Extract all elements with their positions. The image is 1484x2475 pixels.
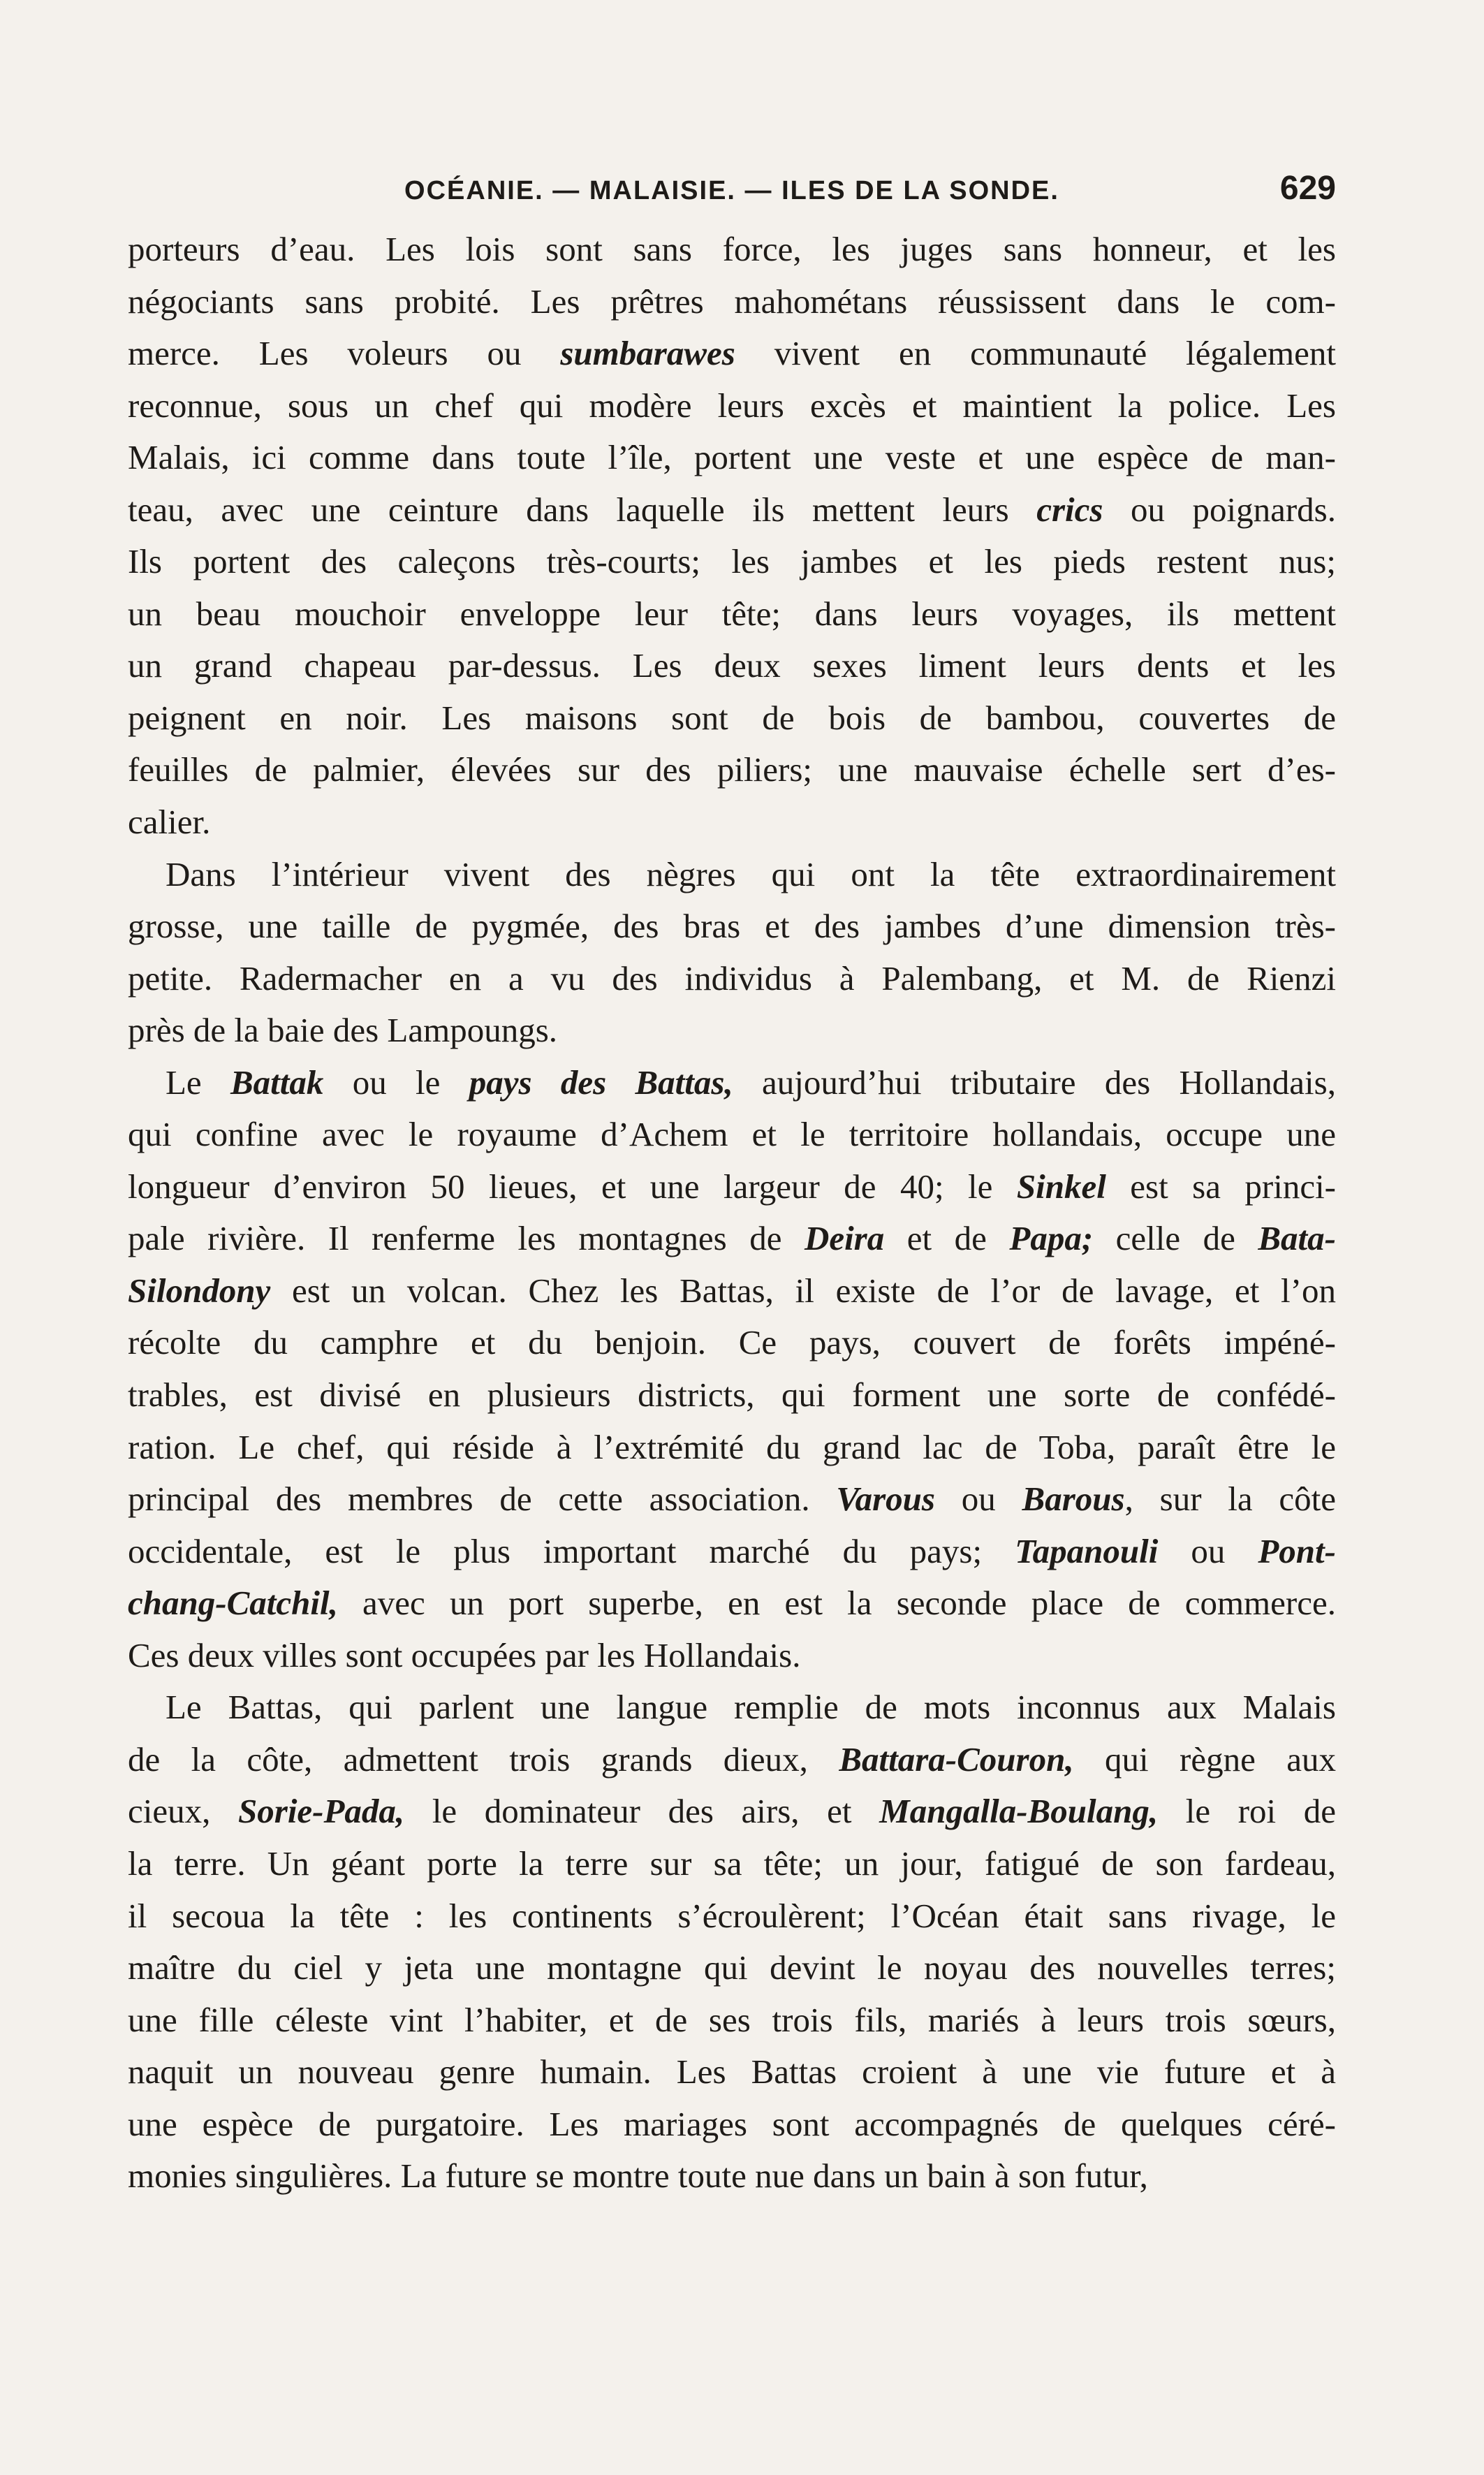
- text-run: feuilles de palmier, élevées sur des piliers; une mauvaise échelle sert d’es-: [128, 750, 1336, 789]
- italic-term: crics: [1036, 490, 1103, 529]
- text-line: [128, 1005, 1336, 1057]
- italic-term: Pont-: [1258, 1531, 1336, 1570]
- text-line: [128, 2150, 1336, 2203]
- text-run: un grand chapeau par-dessus. Les deux sexes liment leurs dents et les: [128, 646, 1336, 685]
- text-run: est un volcan. Chez les Battas, il existe de l’or de lavage, et l’on: [270, 1271, 1336, 1310]
- text-run: Malais, ici comme dans toute l’île, portent une veste et une espèce de man-: [128, 438, 1336, 477]
- text-run: teau, avec une ceinture dans laquelle ils mettent leurs: [128, 490, 1037, 529]
- text-line: [128, 2098, 1336, 2151]
- body-text: [128, 224, 1336, 2203]
- text-line: [128, 953, 1336, 1005]
- text-run: ou le: [323, 1063, 469, 1102]
- running-title: OCÉANIE. — MALAISIE. — ILES DE LA SONDE.: [404, 176, 1059, 205]
- italic-term: Silondony: [128, 1271, 271, 1310]
- text-line: [128, 1526, 1336, 1578]
- text-run: qui confine avec le royaume d’Achem et le territoire hollandais, occupe une: [128, 1115, 1336, 1154]
- text-line: [128, 744, 1336, 796]
- italic-term: Deira: [804, 1219, 885, 1258]
- text-line: [128, 1213, 1336, 1265]
- text-run: petite. Radermacher en a vu des individus à Palembang, et M. de Rienzi: [128, 958, 1336, 998]
- text-line: [128, 1473, 1336, 1526]
- text-run: principal des membres de cette association.: [128, 1480, 837, 1519]
- italic-term: Sinkel: [1016, 1167, 1106, 1206]
- text-line: [128, 276, 1336, 328]
- italic-term: Sorie-Pada,: [238, 1792, 405, 1831]
- page-header: [128, 166, 1336, 215]
- text-run: Le Battas, qui parlent une langue remplie de mots inconnus aux Malais: [166, 1688, 1336, 1727]
- text-line: [128, 849, 1336, 901]
- text-run: celle de: [1093, 1219, 1258, 1258]
- italic-term: Bata-: [1258, 1219, 1336, 1258]
- italic-term: Papa;: [1009, 1219, 1094, 1258]
- text-line: [128, 640, 1336, 692]
- text-line: [128, 2046, 1336, 2098]
- text-line: [128, 796, 1336, 849]
- text-run: négociants sans probité. Les prêtres mahométans réussissent dans le com-: [128, 282, 1336, 321]
- text-run: aujourd’hui tributaire des Hollandais,: [733, 1063, 1336, 1102]
- text-run: un beau mouchoir enveloppe leur tête; dans leurs voyages, ils mettent: [128, 594, 1336, 633]
- text-line: [128, 536, 1336, 588]
- text-line: [128, 900, 1336, 953]
- text-line: [128, 1942, 1336, 1994]
- text-run: la terre. Un géant porte la terre sur sa tête; un jour, fatigué de son fardeau,: [128, 1844, 1336, 1883]
- text-run: cieux,: [128, 1792, 238, 1831]
- italic-term: Battak: [230, 1063, 324, 1102]
- text-line: [128, 1630, 1336, 1682]
- text-run: occidentale, est le plus important marché du pays;: [128, 1531, 1015, 1570]
- italic-term: chang-Catchil,: [128, 1584, 338, 1623]
- text-run: une espèce de purgatoire. Les mariages sont accompagnés de quelques céré-: [128, 2104, 1336, 2143]
- text-run: naquit un nouveau genre humain. Les Battas croient à une vie future et à: [128, 2052, 1336, 2091]
- italic-term: pays des Battas,: [469, 1063, 733, 1102]
- paragraph: [128, 849, 1336, 1057]
- text-line: [128, 432, 1336, 484]
- text-run: monies singulières. La future se montre toute nue dans un bain à son futur,: [128, 2156, 1148, 2196]
- text-line: [128, 1994, 1336, 2047]
- text-run: Le: [166, 1063, 230, 1102]
- text-run: trables, est divisé en plusieurs districts, qui forment une sorte de confédé-: [128, 1375, 1336, 1415]
- italic-term: sumbarawes: [560, 334, 735, 373]
- text-run: avec un port superbe, en est la seconde place de commerce.: [337, 1584, 1336, 1623]
- text-line: [128, 1109, 1336, 1161]
- text-line: [128, 1786, 1336, 1838]
- text-run: près de la baie des Lampoungs.: [128, 1011, 558, 1050]
- text-line: [128, 1265, 1336, 1317]
- text-run: ration. Le chef, qui réside à l’extrémité du grand lac de Toba, paraît être le: [128, 1427, 1336, 1466]
- text-run: porteurs d’eau. Les lois sont sans force, les juges sans honneur, et les: [128, 230, 1336, 268]
- text-run: pale rivière. Il renferme les montagnes de: [128, 1219, 805, 1258]
- italic-term: Battara-Couron,: [839, 1739, 1074, 1779]
- text-run: Ces deux villes sont occupées par les Hollandais.: [128, 1635, 801, 1674]
- text-line: [128, 1838, 1336, 1890]
- text-line: [128, 224, 1336, 276]
- text-run: ou: [1158, 1531, 1258, 1570]
- italic-term: Varous: [836, 1480, 935, 1519]
- text-run: Dans l’intérieur vivent des nègres qui ont la tête extraordinairement: [166, 854, 1336, 893]
- text-run: , sur la côte: [1124, 1480, 1337, 1519]
- paragraph: [128, 224, 1336, 849]
- page-number: 629: [1279, 170, 1336, 207]
- text-run: ou poignards.: [1103, 490, 1337, 529]
- text-line: [128, 1369, 1336, 1422]
- text-line: [128, 328, 1336, 380]
- text-run: qui règne aux: [1073, 1739, 1336, 1779]
- paragraph: [128, 1057, 1336, 1682]
- text-line: [128, 588, 1336, 641]
- text-run: reconnue, sous un chef qui modère leurs excès et maintient la police. Les: [128, 386, 1336, 425]
- text-run: maître du ciel y jeta une montagne qui devint le noyau des nouvelles terres;: [128, 1948, 1336, 1987]
- text-line: [128, 692, 1336, 745]
- text-line: [128, 1317, 1336, 1369]
- text-run: le dominateur des airs, et: [404, 1792, 880, 1831]
- text-run: vivent en communauté légalement: [735, 334, 1336, 373]
- text-line: [128, 1057, 1336, 1109]
- text-run: merce. Les voleurs ou: [128, 334, 561, 373]
- text-run: le roi de: [1158, 1792, 1336, 1831]
- text-line: [128, 380, 1336, 432]
- text-run: récolte du camphre et du benjoin. Ce pays, couvert de forêts impéné-: [128, 1323, 1336, 1362]
- paragraph: [128, 1681, 1336, 2202]
- text-line: [128, 1161, 1336, 1213]
- text-run: il secoua la tête : les continents s’écroulèrent; l’Océan était sans rivage, le: [128, 1896, 1336, 1935]
- text-line: [128, 1890, 1336, 1943]
- text-line: [128, 1422, 1336, 1474]
- text-run: une fille céleste vint l’habiter, et de ses trois fils, mariés à leurs trois sœurs,: [128, 2000, 1336, 2039]
- text-line: [128, 1734, 1336, 1786]
- text-run: et de: [884, 1219, 1010, 1258]
- text-run: de la côte, admettent trois grands dieux,: [128, 1739, 839, 1779]
- text-run: est sa princi-: [1105, 1167, 1336, 1206]
- text-line: [128, 1681, 1336, 1734]
- italic-term: Tapanouli: [1015, 1531, 1159, 1570]
- text-run: calier.: [128, 803, 211, 842]
- text-line: [128, 484, 1336, 536]
- italic-term: Barous: [1022, 1480, 1125, 1519]
- italic-term: Mangalla-Boulang,: [879, 1792, 1159, 1831]
- text-line: [128, 1577, 1336, 1630]
- text-run: ou: [935, 1480, 1022, 1519]
- text-run: grosse, une taille de pygmée, des bras et des jambes d’une dimension très-: [128, 907, 1336, 946]
- text-run: longueur d’environ 50 lieues, et une largeur de 40; le: [128, 1167, 1017, 1206]
- text-run: peignent en noir. Les maisons sont de bois de bambou, couvertes de: [128, 698, 1336, 737]
- text-run: Ils portent des caleçons très-courts; les jambes et les pieds restent nus;: [128, 542, 1336, 581]
